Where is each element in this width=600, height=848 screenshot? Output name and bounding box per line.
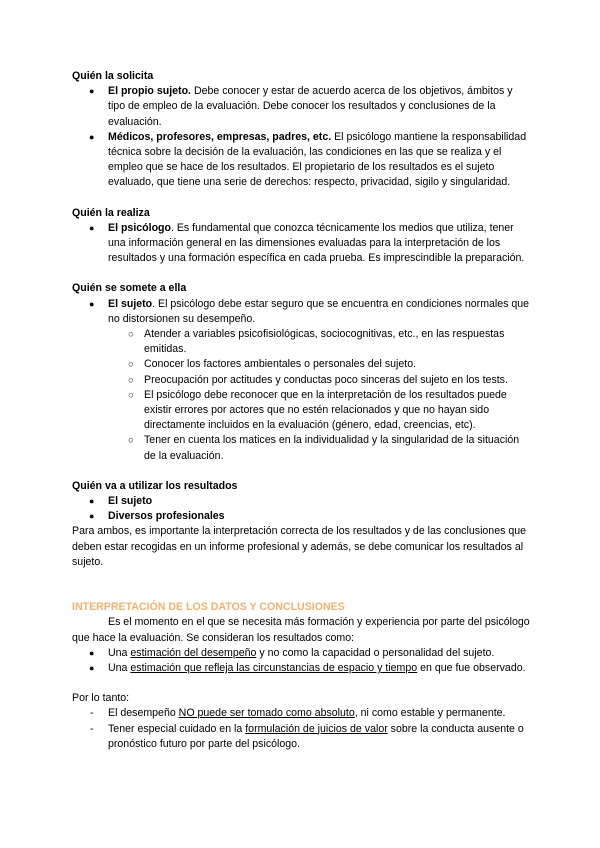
item-text-post: en que fue observado.: [417, 661, 526, 674]
item-underlined-text: NO puede ser tomado como absoluto: [178, 707, 355, 720]
bullet-icon: ●: [89, 222, 95, 233]
section-heading-quien-realiza: Quién la realiza: [72, 206, 150, 219]
item-bold-text: El sujeto: [108, 495, 153, 508]
sub-list-item: [72, 357, 532, 372]
list-resultados-como: [72, 646, 532, 676]
section-heading-quien-utiliza: Quién va a utilizar los resultados: [72, 479, 238, 492]
item-underlined-text: estimación que refleja las circunstancias de espacio y tiempo: [130, 661, 418, 674]
bullet-icon: ●: [89, 298, 95, 309]
item-text-pre: El desempeño: [108, 707, 179, 720]
section-heading-interpretacion: INTERPRETACIÓN DE LOS DATOS Y CONCLUSIONES: [72, 601, 345, 614]
list-quien-realiza: [72, 221, 532, 267]
item-bold-text: El psicólogo: [108, 221, 171, 234]
dash-bullet-icon: -: [90, 722, 94, 735]
list-item: [72, 722, 532, 752]
bullet-icon: ●: [89, 662, 95, 673]
item-text-pre: Una: [108, 646, 131, 659]
sub-list-item: [72, 433, 532, 463]
list-por-lo-tanto: [72, 706, 532, 752]
list-item: [72, 130, 532, 191]
paragraph-interpretacion-intro: Es el momento en el que se necesita más formación y experiencia por parte del psicólogo que hace la evaluación. Se consideran los resultados como:: [72, 616, 530, 644]
item-underlined-text: formulación de juicios de valor: [245, 722, 388, 735]
paragraph-para-ambos: Para ambos, es importante la interpretación correcta de los resultados y de las conclusiones que deben estar recogidas en un informe profesional y además, se debe comunicar los resultados al sujeto.: [72, 525, 527, 568]
list-quien-solicita: [72, 84, 532, 190]
section-heading-quien-se-somete: Quién se somete a ella: [72, 282, 187, 295]
sub-list-item: [72, 327, 532, 357]
sub-item-text: Conocer los factores ambientales o personales del sujeto.: [144, 358, 417, 371]
bullet-icon: ●: [89, 131, 95, 142]
item-underlined-text: estimación del desempeño: [130, 646, 257, 659]
item-text-pre: Una: [108, 661, 131, 674]
item-text: . Es fundamental que conozca técnicamente los medios que utiliza, tener una información general en las dimensiones evaluadas para la interpretación de los resultados y una formación específica en cada prueba. Es imprescindible la preparación.: [108, 221, 525, 265]
item-text: . El psicólogo debe estar seguro que se encuentra en condiciones normales que no distorsionen su desempeño.: [108, 297, 530, 325]
item-text-post: y no como la capacidad o personalidad del sujeto.: [256, 646, 495, 659]
list-item: [72, 509, 532, 524]
sub-item-text: Tener en cuenta los matices en la individualidad y la singularidad de la situación de la evaluación.: [144, 434, 520, 462]
list-item: [72, 646, 532, 661]
sub-item-text: Preocupación por actitudes y conductas poco sinceras del sujeto en los tests.: [144, 373, 508, 386]
circle-bullet-icon: ○: [128, 435, 134, 447]
item-text-post: sobre la conducta ausente o pronóstico futuro por parte del psicólogo.: [108, 722, 524, 750]
list-item: [72, 84, 532, 130]
sub-item-text: El psicólogo debe reconocer que en la interpretación de los resultados puede existir errores por actores que no estén relacionados y que no hayan sido directamente incluidos en la evaluación (género, edad, creencias, etc).: [144, 388, 507, 432]
dash-bullet-icon: -: [90, 707, 94, 720]
paragraph-por-lo-tanto: Por lo tanto:: [72, 692, 130, 705]
list-item: [72, 297, 532, 327]
bullet-icon: ●: [89, 86, 95, 97]
bullet-icon: ●: [89, 647, 95, 658]
list-item: [72, 661, 532, 676]
item-bold-text: Médicos, profesores, empresas, padres, etc.: [108, 130, 332, 143]
sub-item-text: Atender a variables psicofisiológicas, sociocognitivas, etc., en las respuestas emitidas.: [144, 328, 505, 356]
item-bold-text: El propio sujeto.: [108, 85, 191, 98]
circle-bullet-icon: ○: [128, 374, 134, 386]
item-text: Debe conocer y estar de acuerdo acerca de los objetivos, ámbitos y tipo de empleo de la evaluación. Debe conocer los resultados y conclusiones de la evaluación.: [108, 85, 513, 128]
circle-bullet-icon: ○: [128, 389, 134, 401]
list-item: [72, 706, 532, 721]
list-quien-utiliza: [72, 494, 532, 524]
item-text-post: , ni como estable y permanente.: [354, 707, 506, 720]
sub-list-item: [72, 388, 532, 434]
list-item: [72, 221, 532, 267]
sub-list-item: [72, 373, 532, 388]
item-text-pre: Tener especial cuidado en la: [108, 722, 246, 735]
item-bold-text: El sujeto: [108, 297, 153, 310]
list-quien-se-somete: [72, 297, 532, 464]
document-body: [72, 69, 532, 752]
item-bold-text: Diversos profesionales: [108, 510, 225, 523]
circle-bullet-icon: ○: [128, 359, 134, 371]
circle-bullet-icon: ○: [128, 329, 134, 341]
section-heading-quien-solicita: Quién la solicita: [72, 70, 154, 82]
bullet-icon: ●: [89, 511, 95, 522]
item-text: El psicólogo mantiene la responsabilidad técnica sobre la decisión de la evaluación, las condiciones en las que se realiza y el empleo que se hace de los resultados. El propietario de los resultados es el sujeto evaluado, que tiene una serie de derechos: respecto, privacidad, sigilo y singularidad.: [108, 130, 527, 189]
list-item: [72, 494, 532, 509]
bullet-icon: ●: [89, 496, 95, 507]
